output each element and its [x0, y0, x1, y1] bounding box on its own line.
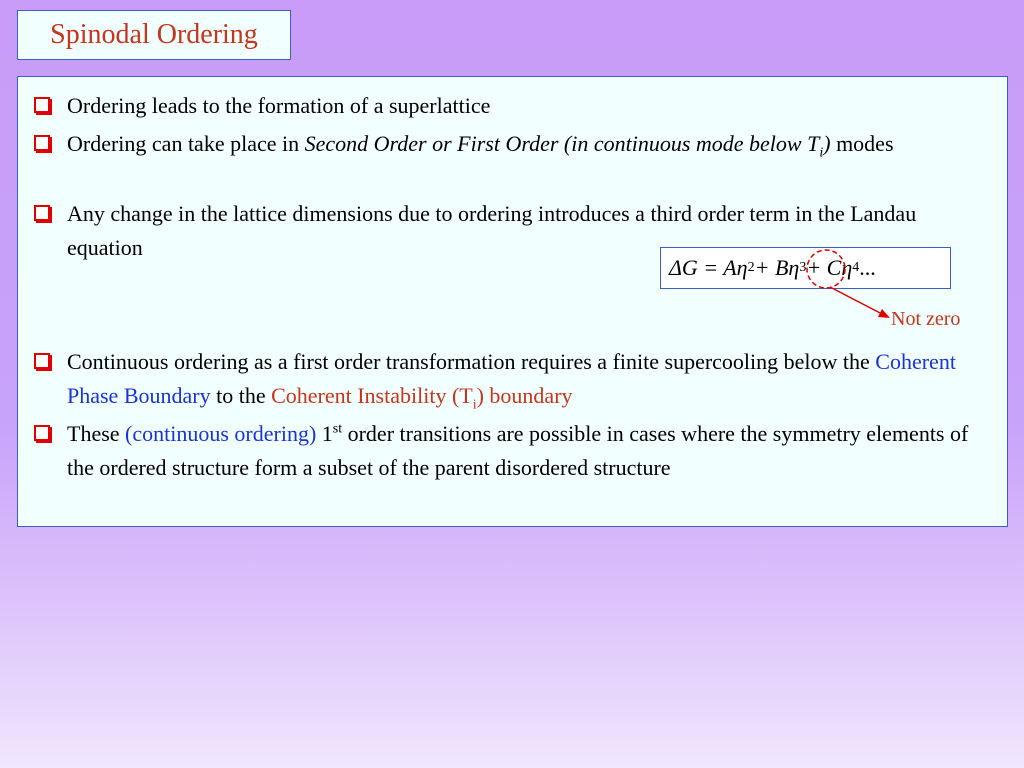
- checkbox-bullet-icon: [34, 353, 50, 369]
- bullet-4: Continuous ordering as a first order transformation requires a finite supercooling below the Coherent Phase Boundary to the Coherent Instability $(T_i)$ boundary: [67, 349, 956, 413]
- bullet-4-text: Continuous ordering as a first order transformation requires a finite supercooling below the: [67, 349, 876, 374]
- landau-equation: ΔG = Aη 2 + Bη 3 + Cη 4 ...: [660, 247, 951, 289]
- checkbox-bullet-icon: [34, 135, 50, 151]
- bullet-2: Ordering can take place in Second Order or First Order (in continuous mode below $T_i$) modes: [67, 131, 894, 161]
- slide-title: Spinodal Ordering: [17, 10, 291, 60]
- content-box: [17, 76, 1008, 527]
- not-zero-callout: Not zero: [891, 308, 961, 330]
- coherent-instability-label: Coherent Instability $(T_i)$ boundary: [271, 383, 573, 413]
- bullet-list: [18, 77, 1007, 526]
- checkbox-bullet-icon: [34, 205, 50, 221]
- bullet-5-text: These: [67, 421, 126, 446]
- checkbox-bullet-icon: [34, 97, 50, 113]
- bullet-2-text: Ordering can take place in: [67, 131, 305, 156]
- bullet-5: These (continuous ordering) 1st order transitions are possible in cases where the symmetry elements of the ordered structure form a subset of the parent disordered structure: [67, 421, 969, 480]
- checkbox-bullet-icon: [34, 425, 50, 441]
- bullet-3-text: Any change in the lattice dimensions due to ordering introduces a third order term in the Landau equation: [67, 201, 917, 260]
- bullet-2-italic: Second Order or First Order (in continuous mode below $T_i$): [304, 131, 831, 161]
- continuous-ordering-label: (continuous ordering): [125, 421, 317, 446]
- coherent-phase-boundary-label: Coherent Phase Boundary: [67, 349, 956, 408]
- bullet-1-text: Ordering leads to the formation of a superlattice: [67, 93, 491, 118]
- bullet-1: [67, 89, 967, 123]
